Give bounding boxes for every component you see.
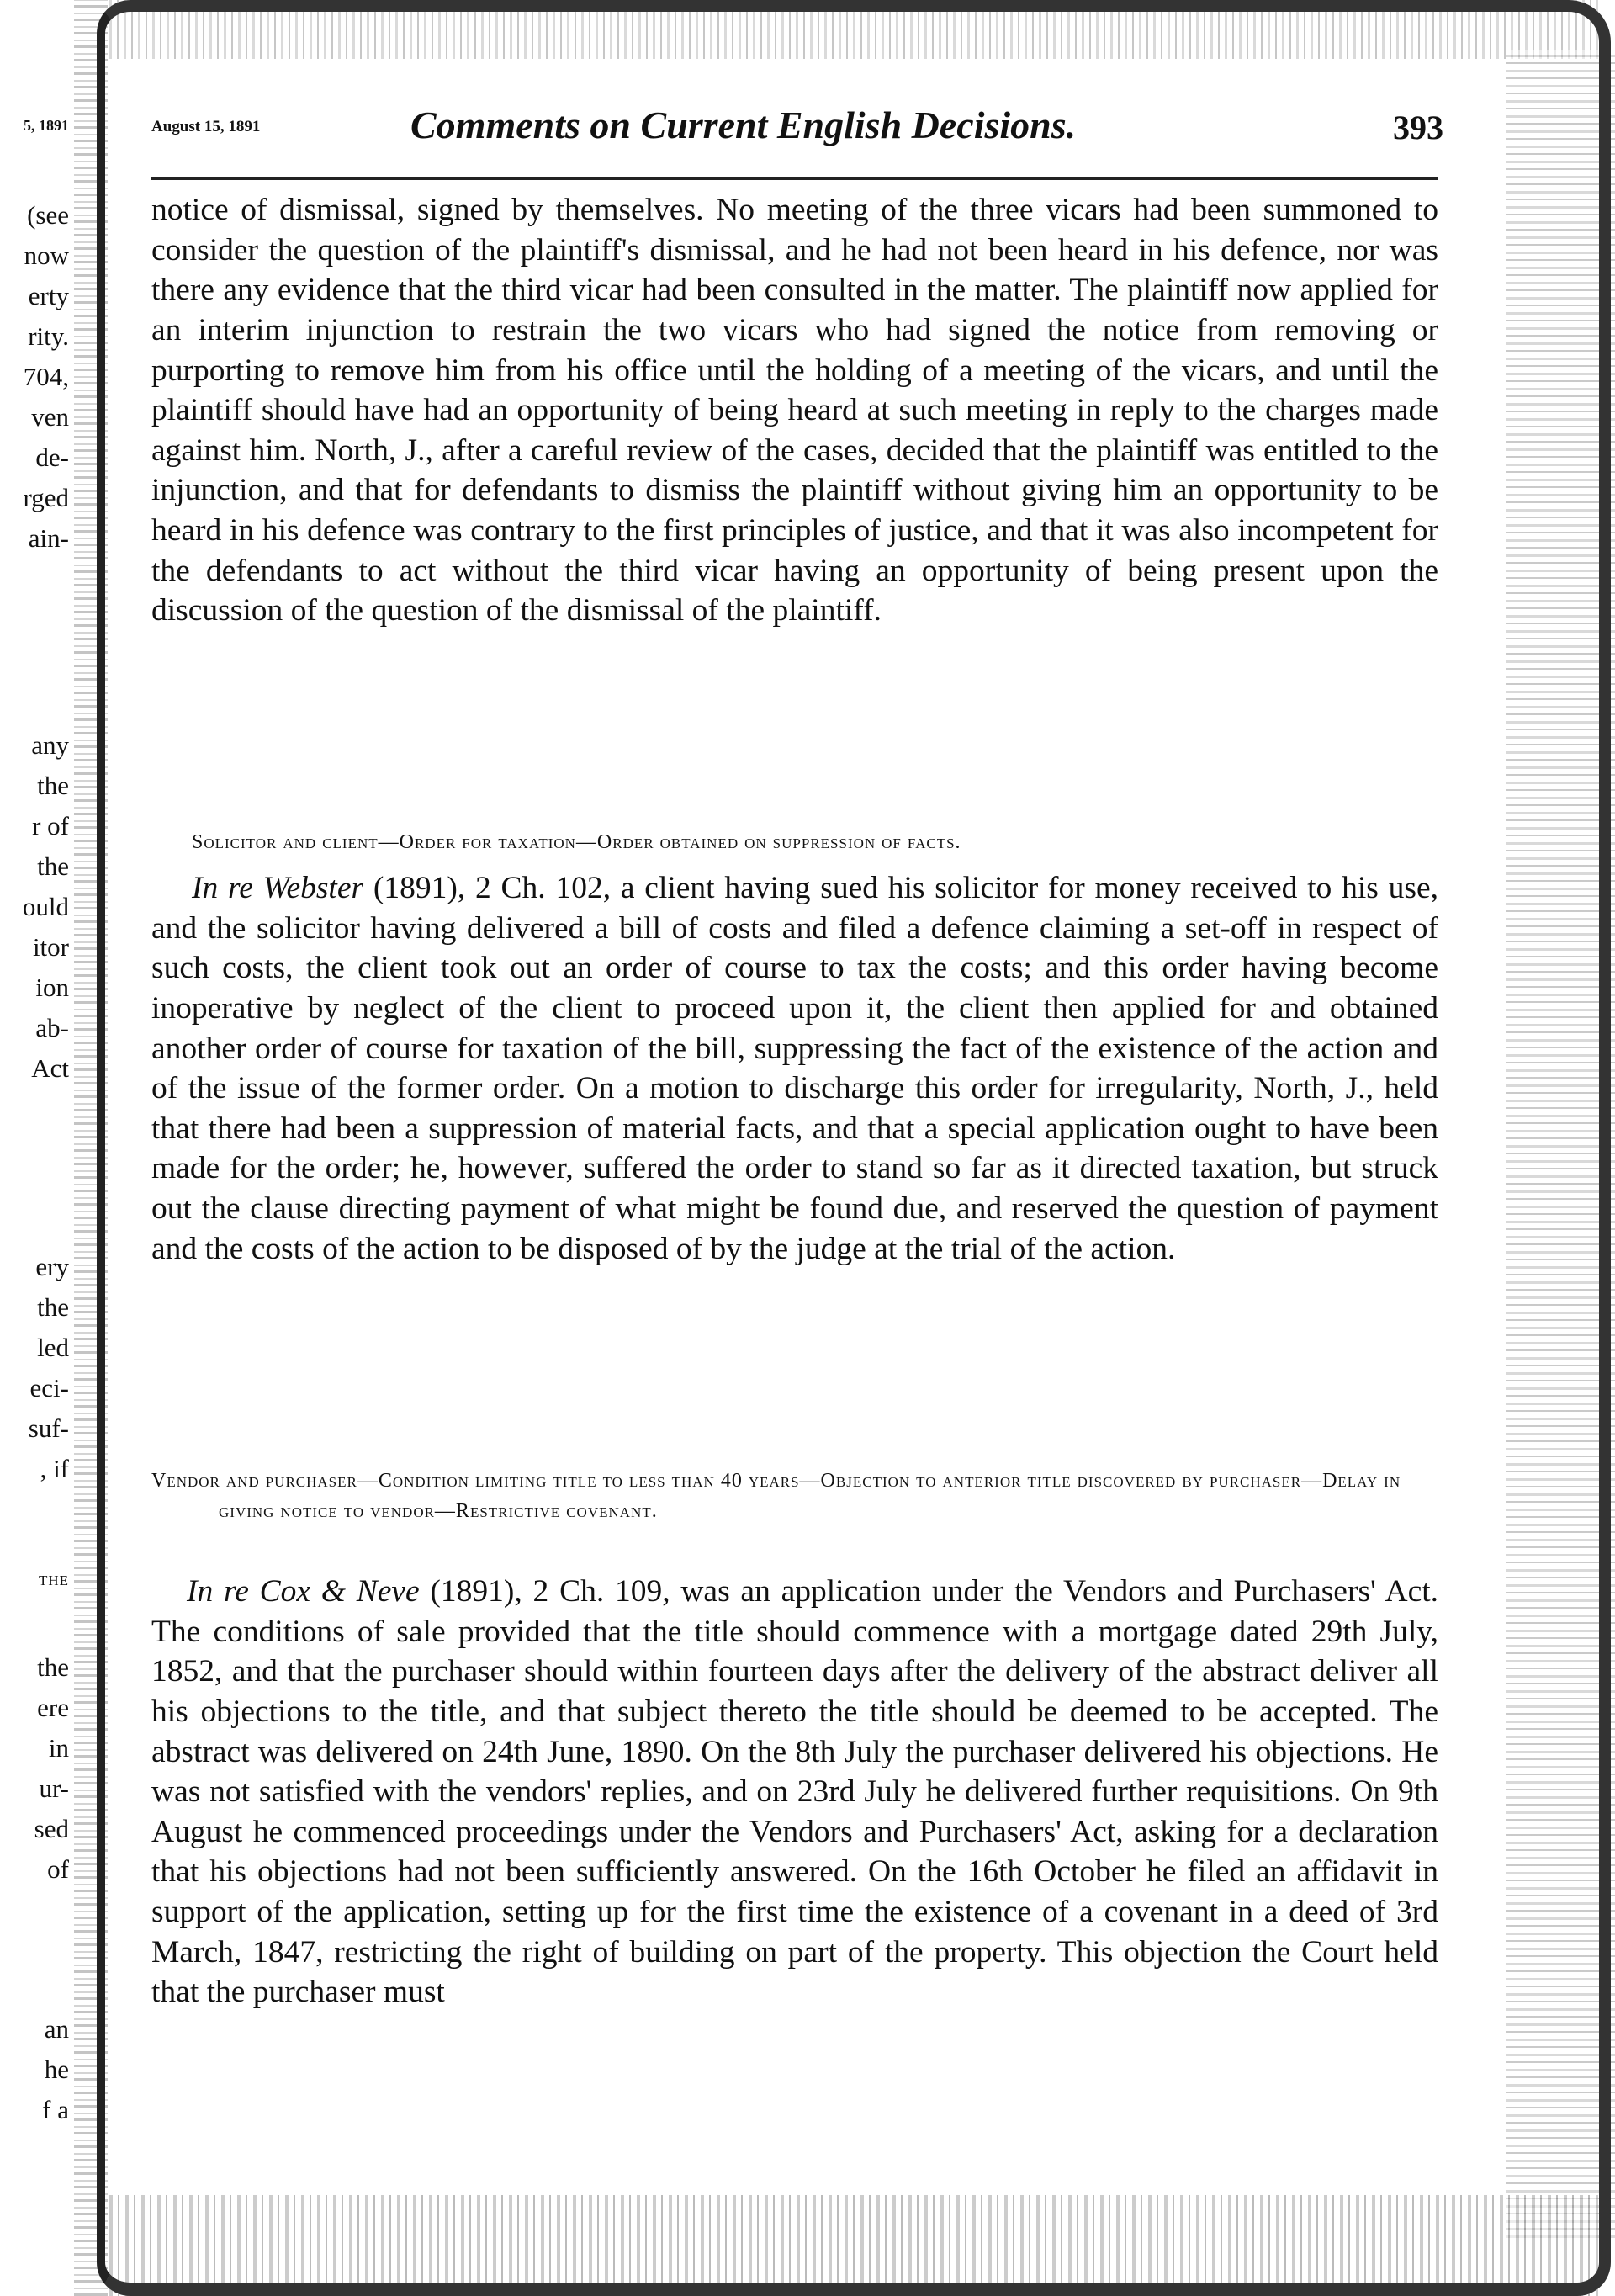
previous-page-header: 5, 1891	[24, 117, 69, 134]
previous-page-fragment: ion	[35, 973, 69, 1002]
page-number: 393	[1393, 109, 1443, 146]
previous-page-fragment: any	[31, 730, 69, 760]
previous-page-fragment: f a	[42, 2095, 69, 2124]
running-header	[151, 103, 1443, 153]
paragraph-cox-neve-text: (1891), 2 Ch. 109, was an application under the Vendors and Purchasers' Act. The conditions of sale provided that the title should commence with a mortgage dated 29th July, 1852, and that the purchaser should within fourteen days after the delivery of the abstract deliver all his objections to the title, and that subject thereto the title should be deemed to be accepted. The abstract was delivered on 24th June, 1890. On the 8th July the purchaser delivered his objections. He was not satisfied with the vendors' replies, and on 23rd July he delivered further requisitions. On 9th August he commenced proceedings under the Vendors and Purchasers' Act, asking for a declaration that his objections had not been sufficiently answered. On the 16th October he filed an affidavit in support of the application, setting up for the first time the existence of a covenant in a deed of 3rd March, 1847, restricting the right of building on part of the property. This objection the Court held that the purchaser must	[151, 1574, 1439, 2010]
paragraph-cox-neve	[151, 1572, 1438, 2012]
previous-page-fragment: sed	[34, 1814, 69, 1843]
header-rule	[151, 177, 1438, 180]
previous-page-fragment: THE	[38, 1572, 69, 1588]
previous-page-fragment: ere	[37, 1693, 69, 1722]
previous-page-fragment: an	[44, 2014, 69, 2044]
previous-page-fragment: r of	[32, 811, 69, 840]
header-title: Comments on Current English Decisions.	[410, 103, 1077, 146]
previous-page-fragment: ould	[22, 892, 69, 921]
previous-page-fragment: now	[24, 241, 69, 270]
previous-page-fragment: rged	[23, 483, 69, 512]
paragraph-webster-text: (1891), 2 Ch. 102, a client having sued his solicitor for money received to his use, and the solicitor having delivered a bill of costs and filed a defence claiming a set-off in respect of such costs, the client took out an order of course to tax the costs; and this order having become inoperative by neglect of the client to proceed upon it, the client then applied for and obtained another order of course for taxation of the bill, suppressing the fact of the existence of the action and of the issue of the former order. On a motion to discharge this order for irregularity, North, J., held that there had been a suppression of material facts, and that a special application ought to have been made for the order; he, however, suffered the order to stand so far as it directed taxation, but struck out the clause directing payment of what might be found due, and reserved the question of payment and the costs of the action to be disposed of by the judge at the trial of the action.	[151, 871, 1438, 1266]
previous-page-fragment: ery	[35, 1252, 69, 1281]
previous-page-fragment: in	[48, 1733, 69, 1763]
previous-page-fragment: the	[37, 1652, 69, 1682]
previous-page-fragment: led	[37, 1333, 69, 1362]
previous-page-fragment: de-	[35, 443, 69, 472]
previous-page-fragment: the	[37, 1292, 69, 1322]
previous-page-fragment: the	[37, 851, 69, 881]
previous-page-fragment: , if	[40, 1454, 69, 1483]
case-name-cox-neve: In re Cox & Neve	[187, 1574, 420, 1609]
previous-page-fragment: eci-	[29, 1373, 69, 1403]
previous-page-fragment: he	[44, 2055, 69, 2084]
previous-page-fragment: ven	[31, 402, 69, 432]
previous-page-fragment: Act	[31, 1053, 69, 1083]
previous-page-fragment: (see	[27, 200, 69, 230]
previous-page-fragment: of	[47, 1854, 69, 1884]
previous-page-fragment: itor	[32, 932, 69, 962]
previous-page-fragment: 704,	[23, 362, 69, 391]
section-heading-vendor-purchaser: Vendor and purchaser—Condition limiting title to less than 40 years—Objection to anterior title discovered by purchaser—Delay in giving notice to vendor—Restrictive covenant.	[151, 1470, 1401, 1522]
header-date: August 15, 1891	[151, 118, 261, 135]
previous-page-fragment: ain-	[28, 523, 69, 553]
previous-page-fragment: ab-	[35, 1013, 69, 1042]
case-name-webster: In re Webster	[192, 871, 364, 905]
paragraph-webster	[151, 868, 1438, 1269]
paragraph-continuation: notice of dismissal, signed by themselves. No meeting of the three vicars had been summoned to consider the question of the plaintiff's dismissal, and he had not been heard in his defence, nor was there any evidence that the third vicar had been consulted in the matter. The plaintiff now applied for an interim injunction to restrain the two vicars who had signed the notice from removing or purporting to remove him from his office until the holding of a meeting of the vicars, and until the plaintiff should have had an opportunity of being heard at such meeting in reply to the charges made against him. North, J., after a careful review of the cases, decided that the plaintiff was entitled to the injunction, and that for defendants to dismiss the plaintiff without giving him an opportunity to be heard in his defence was contrary to the first principles of justice, and that it was also incompetent for the defendants to act without the third vicar having an opportunity of being present upon the discussion of the question of the dismissal of the plaintiff.	[151, 193, 1438, 628]
previous-page-fragment: rity.	[28, 321, 69, 351]
section-heading-solicitor-client: Solicitor and client—Order for taxation—Order obtained on suppression of facts.	[192, 831, 961, 853]
previous-page-fragment: erty	[28, 281, 69, 310]
previous-page-edge	[0, 0, 77, 2296]
previous-page-fragment: the	[37, 771, 69, 800]
previous-page-fragment: ur-	[39, 1774, 69, 1803]
previous-page-fragment: suf-	[28, 1413, 69, 1443]
